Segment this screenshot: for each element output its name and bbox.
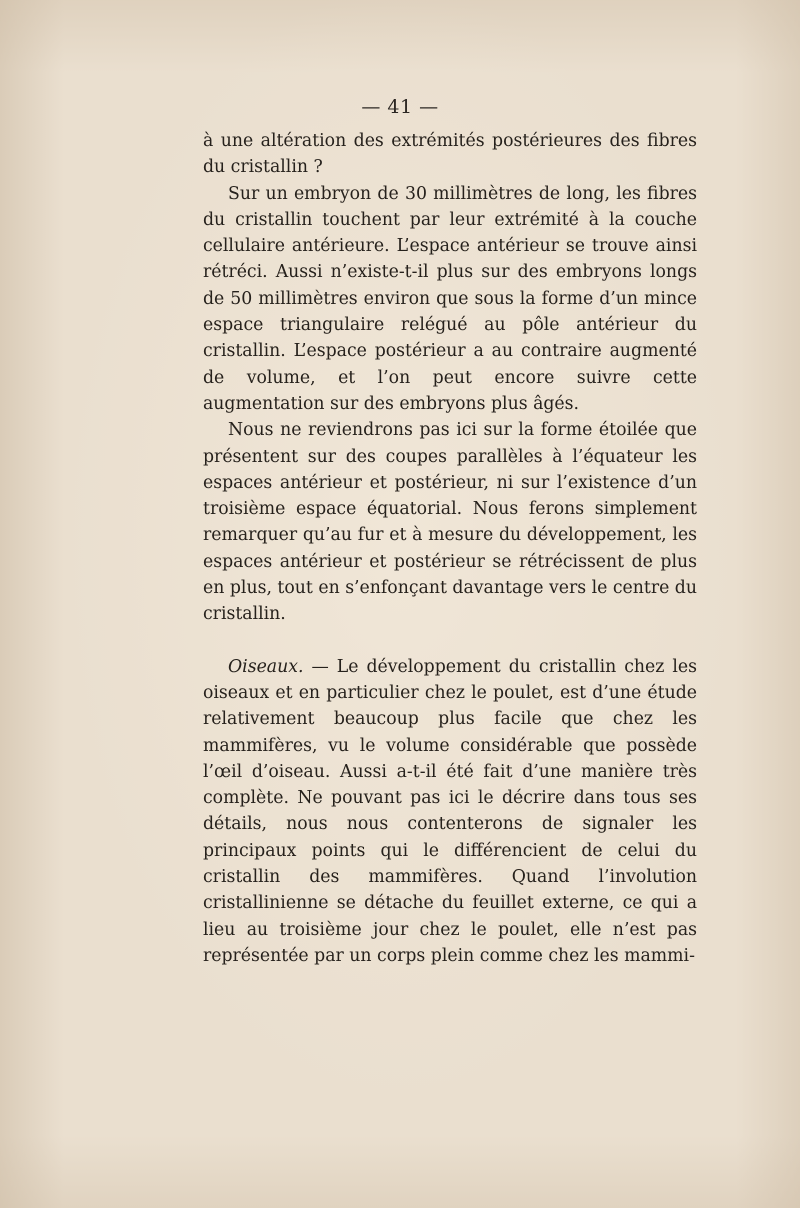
text-body: [203, 128, 697, 969]
paragraph-oiseaux-text: — Le développement du cristallin chez les oiseaux et en particulier chez le poulet, est d’une étude relativement beaucoup plus facile que chez les mammifères, vu le volume considérable que possède l’œil d’oiseau. Aussi a-t-il été fait d’une manière très complète. Ne pouvant pas ici le décrire dans tous ses détails, nous nous contenterons de signaler les principaux points qui le différencient de celui du cristallin des mammifères. Quand l’involution cristallinienne se détache du feuillet externe, ce qui a lieu au troisième jour chez le poulet, elle n’est pas représentée par un corps plein comme chez les mammi-: [203, 656, 697, 966]
paragraph-embryon-30mm: Sur un embryon de 30 millimètres de long, les fibres du cristallin touchent par leur extrémité à la couche cellulaire antérieure. L’espace antérieur se trouve ainsi rétréci. Aussi n’existe-t-il plus sur des embryons longs de 50 millimètres environ que sous la forme d’un mince espace triangulaire relégué au pôle antérieur du cristallin. L’espace postérieur a au contraire augmenté de volume, et l’on peut encore suivre cette augmentation sur des embryons plus âgés.: [203, 183, 697, 414]
paragraph-forme-etoilee: Nous ne reviendrons pas ici sur la forme étoilée que présentent sur des coupes parallèles à l’équateur les espaces antérieur et postérieur, ni sur l’existence d’un troisième espace équatorial. Nous ferons simplement remarquer qu’au fur et à mesure du développement, les espaces antérieur et postérieur se rétrécissent de plus en plus, tout en s’enfonçant davantage vers le centre du cristallin.: [203, 420, 697, 625]
paragraph-oiseaux: [203, 654, 697, 970]
paragraph-continuation: à une altération des extrémités postérieures des fibres du cristallin ?: [203, 131, 697, 178]
section-lead-oiseaux: Oiseaux.: [228, 656, 304, 677]
page-number: — 41 —: [361, 96, 439, 118]
